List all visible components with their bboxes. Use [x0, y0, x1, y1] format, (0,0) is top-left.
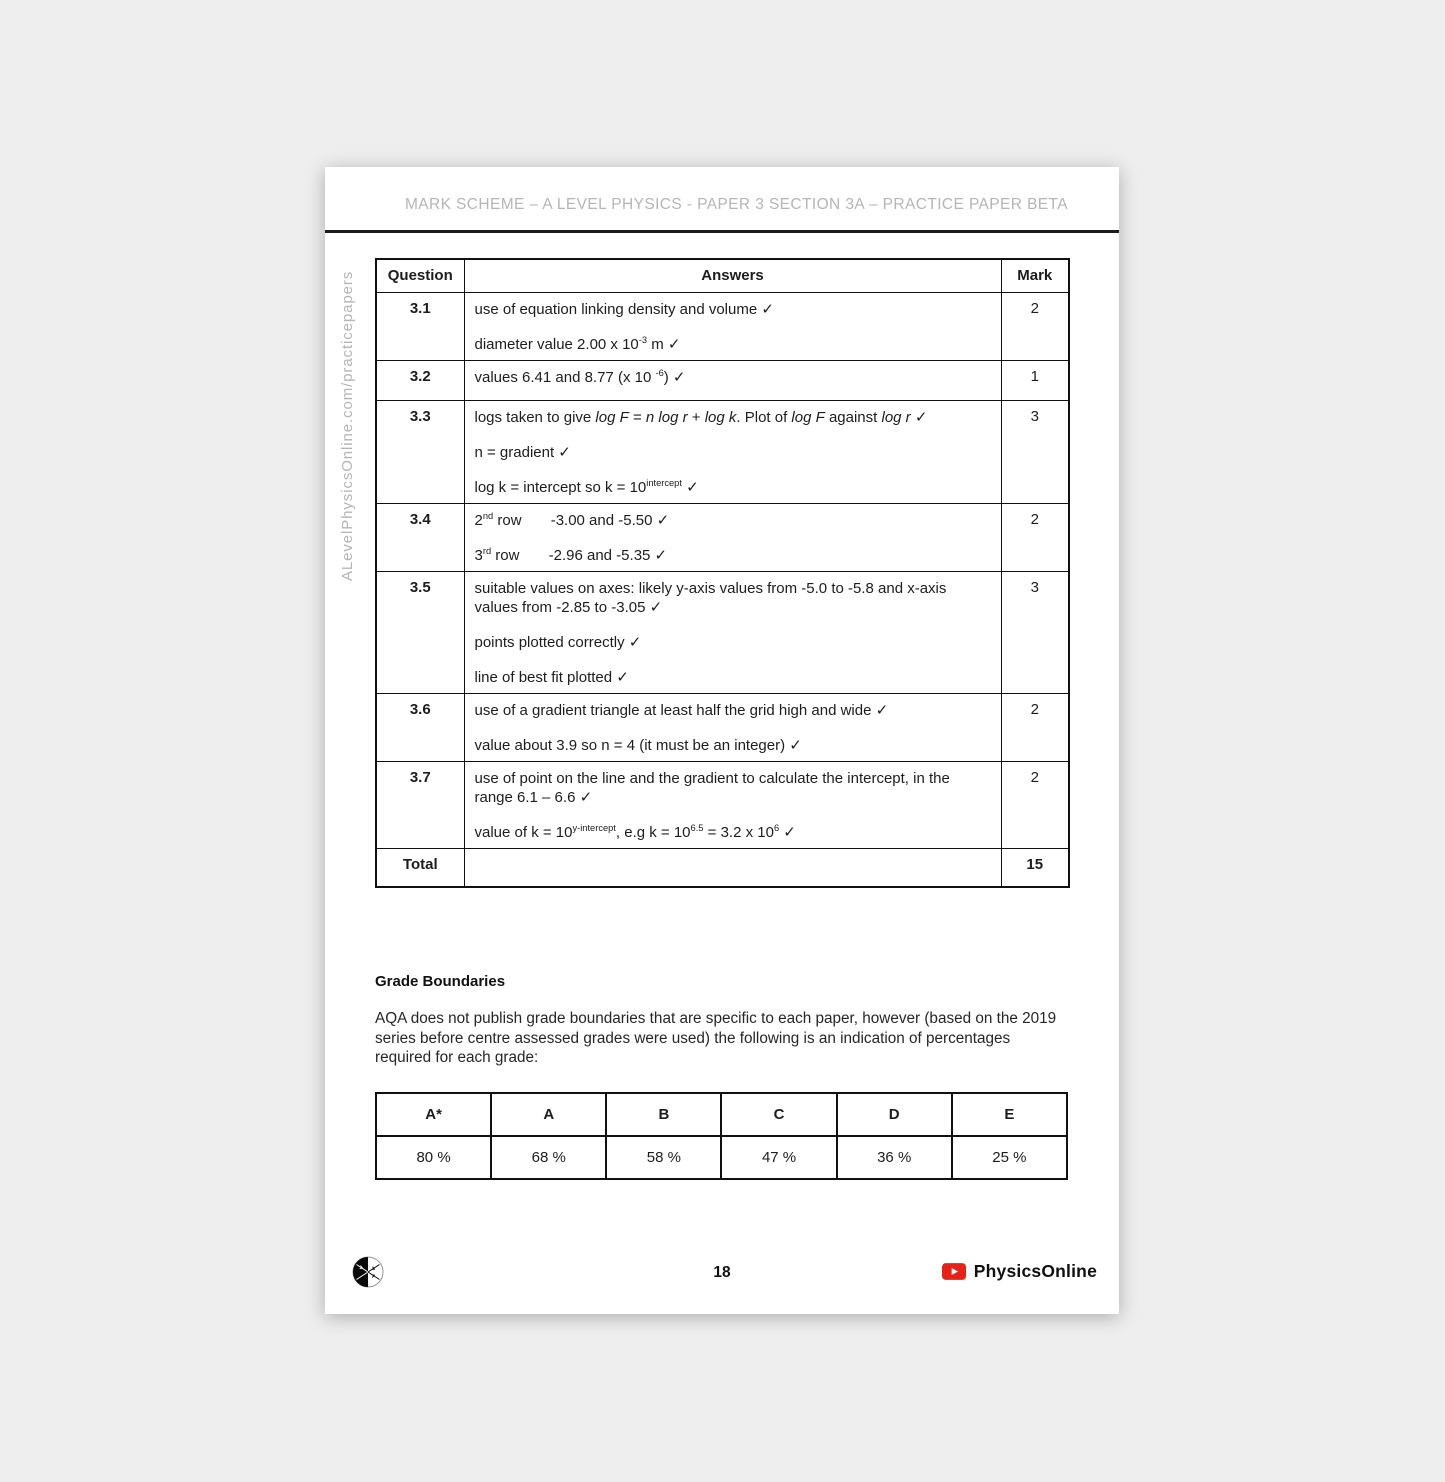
grade-label: D	[837, 1093, 952, 1136]
brand-badge	[942, 1261, 1097, 1282]
question-number: 3.3	[376, 400, 464, 503]
grade-boundaries-heading: Grade Boundaries	[375, 973, 506, 990]
column-header-mark: Mark	[1001, 259, 1069, 292]
grade-percentage: 68 %	[491, 1136, 606, 1179]
table-row	[376, 360, 1069, 400]
mark-value: 2	[1001, 503, 1069, 571]
answer-cell: use of point on the line and the gradient to calculate the intercept, in the range 6.1 – 6.6 ✓ value of $k = 10^{y-intercept}$, e.g $k = 10^{6.5} = 3.2$ x $10^6$ ✓	[464, 761, 1001, 848]
question-number: 3.2	[376, 360, 464, 400]
table-row	[376, 761, 1069, 848]
grade-label: E	[952, 1093, 1067, 1136]
table-row	[376, 693, 1069, 761]
mark-value: 2	[1001, 761, 1069, 848]
grade-values-row	[376, 1136, 1067, 1179]
grade-header-row	[376, 1093, 1067, 1136]
answer-cell: use of a gradient triangle at least half the grid high and wide ✓ value about 3.9 so n = 4 (it must be an integer) ✓	[464, 693, 1001, 761]
youtube-icon	[942, 1263, 966, 1280]
grade-boundaries-section	[375, 973, 1068, 1180]
table-header-row	[376, 259, 1069, 292]
question-number: 3.1	[376, 292, 464, 360]
grade-percentage: 47 %	[721, 1136, 836, 1179]
question-number: 3.4	[376, 503, 464, 571]
mark-value: 15	[1001, 848, 1069, 887]
answer-cell: logs taken to give log F = n log r + log k. Plot of log F against log r ✓ n = gradient ✓ log k = intercept so $k = 10^{intercept}$ ✓	[464, 400, 1001, 503]
grade-label: A	[491, 1093, 606, 1136]
mark-value: 3	[1001, 571, 1069, 693]
answer-cell: suitable values on axes: likely y-axis values from -5.0 to -5.8 and x-axis values from -2.85 to -3.05 ✓ points plotted correctly ✓ line of best fit plotted ✓	[464, 571, 1001, 693]
mark-value: 3	[1001, 400, 1069, 503]
table-row	[376, 571, 1069, 693]
grade-percentage: 58 %	[606, 1136, 721, 1179]
grade-percentage: 80 %	[376, 1136, 491, 1179]
brand-name: PhysicsOnline	[973, 1261, 1097, 1281]
question-number: 3.7	[376, 761, 464, 848]
mark-value: 2	[1001, 693, 1069, 761]
answer-cell: use of equation linking density and volume ✓ diameter value 2.00 x $10^{-3}$ m ✓	[464, 292, 1001, 360]
mark-value: 2	[1001, 292, 1069, 360]
grade-percentage: 36 %	[837, 1136, 952, 1179]
grade-label: C	[721, 1093, 836, 1136]
column-header-answers: Answers	[464, 259, 1001, 292]
mark-scheme-table	[375, 258, 1070, 888]
grade-label: B	[606, 1093, 721, 1136]
grade-boundaries-paragraph: AQA does not publish grade boundaries that are specific to each paper, however (based on the 2019 series before centre assessed grades were used) the following is an indication of percentages required for each grade:	[375, 1010, 1057, 1066]
answer-cell: values 6.41 and 8.77 (x 10 $^{-6}$) ✓	[464, 360, 1001, 400]
watermark-url: ALevelPhysicsOnline.com/practicepapers	[339, 270, 356, 581]
document-page	[325, 167, 1119, 1314]
header-rule	[325, 230, 1119, 233]
grade-percentage: 25 %	[952, 1136, 1067, 1179]
table-row	[376, 292, 1069, 360]
table-row	[376, 503, 1069, 571]
question-number: 3.6	[376, 693, 464, 761]
mark-value: 1	[1001, 360, 1069, 400]
column-header-question: Question	[376, 259, 464, 292]
answer-cell	[464, 848, 1001, 887]
question-number: 3.5	[376, 571, 464, 693]
page-title: MARK SCHEME – A LEVEL PHYSICS - PAPER 3 SECTION 3A – PRACTICE PAPER BETA	[404, 196, 1068, 213]
grade-label: A*	[376, 1093, 491, 1136]
table-row	[376, 400, 1069, 503]
question-number: Total	[376, 848, 464, 887]
table-row	[376, 848, 1069, 887]
grade-boundaries-table	[375, 1092, 1068, 1180]
answer-cell: 2nd row -3.00 and -5.50 ✓ 3rd row -2.96 and -5.35 ✓	[464, 503, 1001, 571]
page-number: 18	[713, 1264, 731, 1281]
